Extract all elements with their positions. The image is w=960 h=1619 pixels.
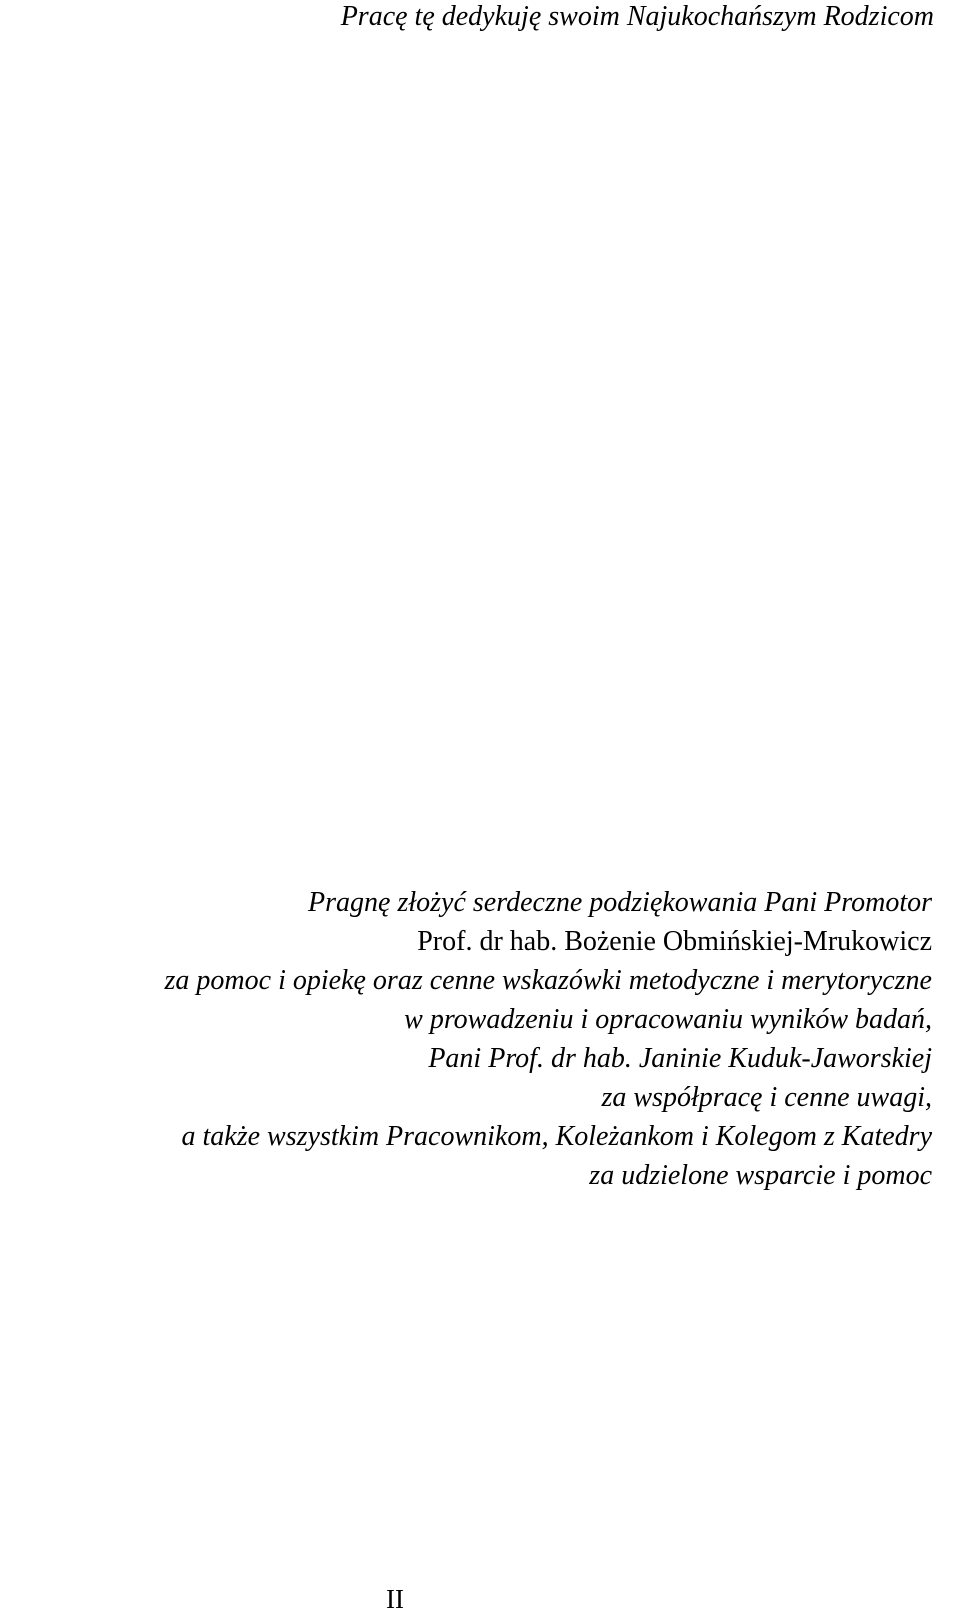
dedication-text: Pracę tę dedykuję swoim Najukochańszym Rodzicom <box>340 1 934 32</box>
acknowledgement-line: za współpracę i cenne uwagi, <box>601 1082 932 1113</box>
acknowledgement-line: Pani Prof. dr hab. Janinie Kuduk-Jaworskiej <box>428 1043 932 1074</box>
acknowledgements-block <box>12 883 932 1195</box>
acknowledgement-line: za pomoc i opiekę oraz cenne wskazówki metodyczne i merytoryczne <box>164 965 932 996</box>
acknowledgement-line: za udzielone wsparcie i pomoc <box>589 1160 932 1191</box>
acknowledgement-line: Pragnę złożyć serdeczne podziękowania Pani Promotor <box>308 887 932 918</box>
page-number: II <box>386 1584 404 1614</box>
acknowledgement-line: a także wszystkim Pracownikom, Koleżankom i Kolegom z Katedry <box>181 1121 932 1152</box>
acknowledgement-line: w prowadzeniu i opracowaniu wyników badań, <box>404 1004 932 1035</box>
acknowledgement-line: Prof. dr hab. Bożenie Obmińskiej-Mrukowicz <box>417 926 932 957</box>
